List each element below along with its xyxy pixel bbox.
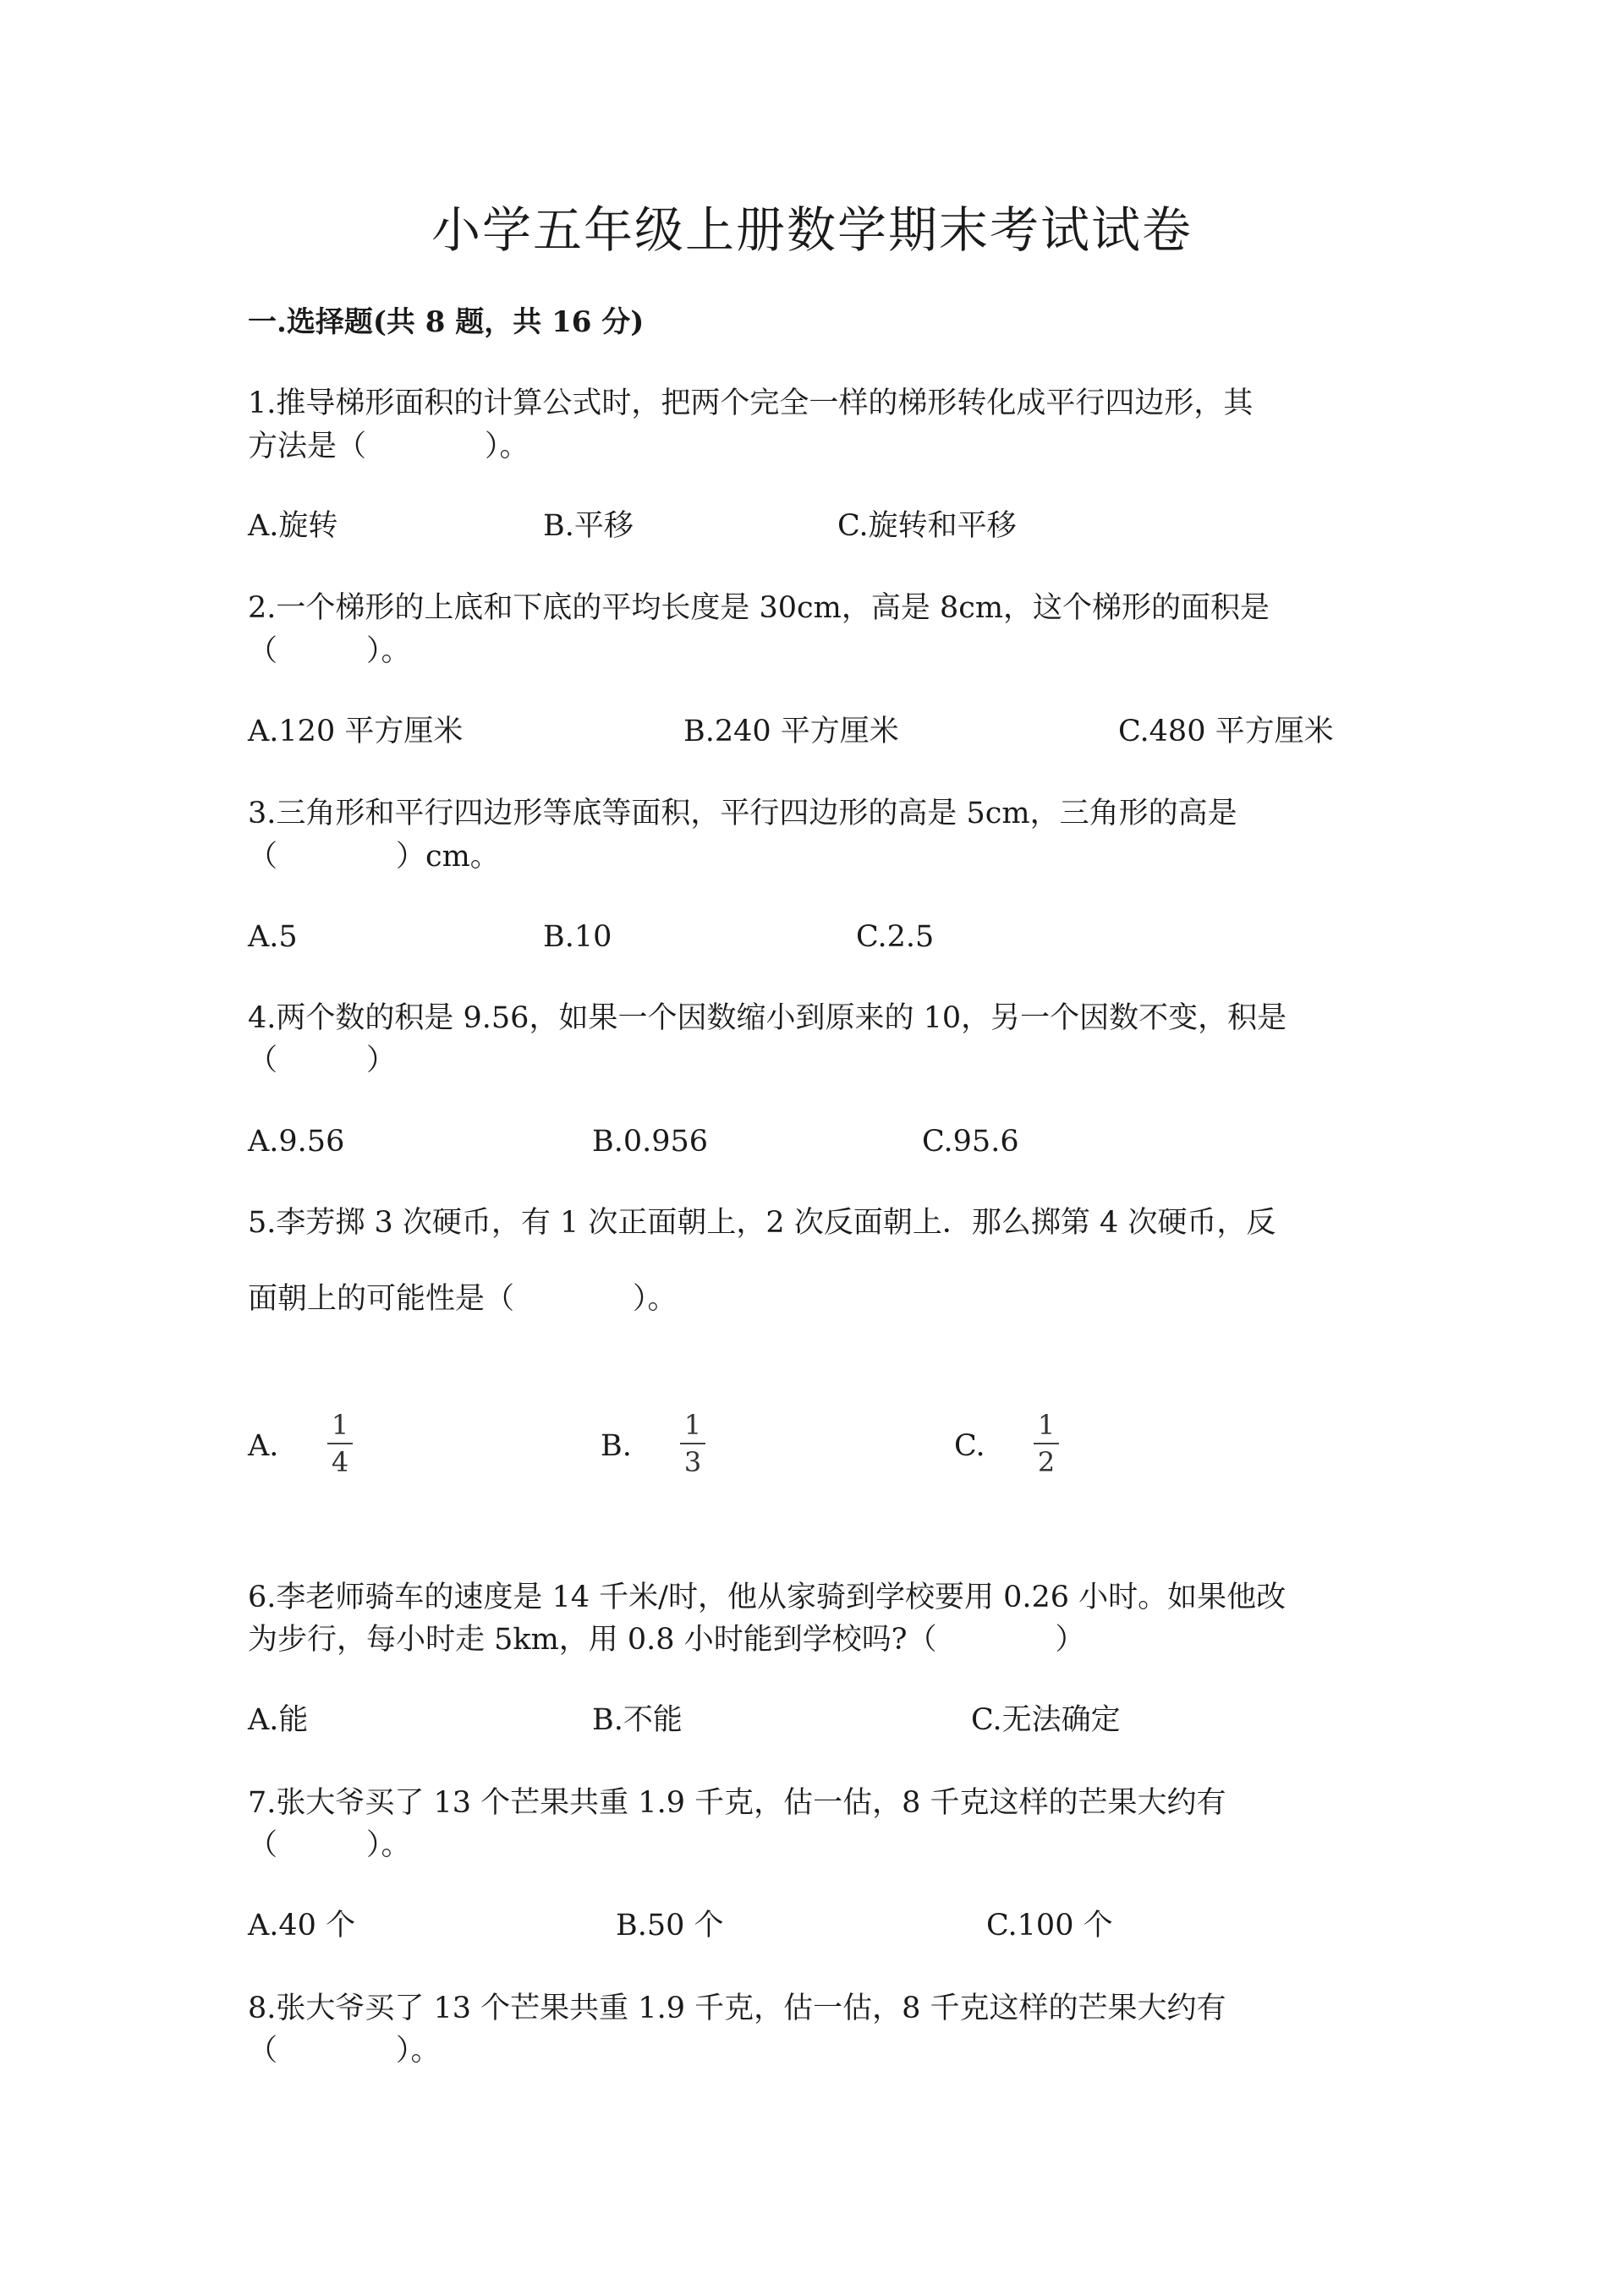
question-7-option-a[interactable]: A.40 个 [248, 1909, 356, 1943]
question-5-option-c[interactable] [954, 1408, 1073, 1484]
question-4-line-1: 4.两个数的积是 9.56，如果一个因数缩小到原来的 10，另一个因数不变，积是 [248, 1001, 1287, 1035]
question-2-line-2: （ ）。 [248, 634, 411, 668]
fraction-bar [1034, 1443, 1059, 1444]
fraction-denominator: 2 [1037, 1446, 1056, 1478]
question-3-line-2: （ ）cm。 [248, 840, 500, 874]
question-4-line-2: （ ） [248, 1044, 397, 1077]
question-7-option-b[interactable]: B.50 个 [616, 1909, 724, 1943]
fraction-bar [327, 1443, 353, 1444]
question-5-option-a[interactable] [248, 1408, 366, 1484]
question-2-option-c[interactable]: C.480 平方厘米 [1118, 715, 1334, 748]
question-4-option-c[interactable]: C.95.6 [922, 1125, 1019, 1159]
question-7-line-1: 7.张大爷买了 13 个芒果共重 1.9 千克，估一估，8 千克这样的芒果大约有 [248, 1786, 1226, 1820]
fraction [326, 1408, 354, 1479]
question-3-option-b[interactable]: B.10 [543, 920, 612, 954]
question-1-option-b[interactable]: B.平移 [543, 509, 634, 543]
question-1-option-c[interactable]: C.旋转和平移 [837, 509, 1017, 543]
fraction-denominator: 3 [683, 1446, 702, 1478]
question-2-option-b[interactable]: B.240 平方厘米 [683, 715, 899, 748]
question-5-line-2: 面朝上的可能性是（ ）。 [248, 1282, 678, 1316]
fraction [678, 1408, 707, 1479]
question-4-option-a[interactable]: A.9.56 [248, 1125, 345, 1159]
question-5-option-b[interactable] [601, 1408, 719, 1484]
question-1-line-2: 方法是（ ）。 [248, 430, 529, 463]
question-5-line-1: 5.李芳掷 3 次硬币，有 1 次正面朝上，2 次反面朝上．那么掷第 4 次硬币，反 [248, 1206, 1276, 1240]
question-8-line-1: 8.张大爷买了 13 个芒果共重 1.9 千克，估一估，8 千克这样的芒果大约有 [248, 1992, 1226, 2025]
fraction [1032, 1408, 1061, 1479]
question-1-option-a[interactable]: A.旋转 [248, 509, 338, 543]
question-7-option-c[interactable]: C.100 个 [986, 1909, 1113, 1943]
fraction-bar [680, 1443, 705, 1444]
fraction-numerator: 1 [683, 1409, 702, 1441]
question-8-line-2: （ ）。 [248, 2034, 441, 2068]
question-2-line-1: 2.一个梯形的上底和下底的平均长度是 30cm，高是 8cm，这个梯形的面积是 [248, 591, 1270, 625]
option-letter: A. [248, 1429, 279, 1463]
question-2-option-a[interactable]: A.120 平方厘米 [248, 715, 464, 748]
question-6-line-1: 6.李老师骑车的速度是 14 千米/时，他从家骑到学校要用 0.26 小时。如果他改 [248, 1581, 1287, 1614]
question-7-line-2: （ ）。 [248, 1828, 411, 1862]
fraction-numerator: 1 [1037, 1409, 1056, 1441]
question-6-option-c[interactable]: C.无法确定 [971, 1703, 1121, 1737]
option-letter: C. [954, 1429, 985, 1463]
question-6-option-a[interactable]: A.能 [248, 1703, 309, 1737]
question-3-option-c[interactable]: C.2.5 [856, 920, 935, 954]
question-1-line-1: 1.推导梯形面积的计算公式时，把两个完全一样的梯形转化成平行四边形，其 [248, 386, 1254, 420]
fraction-numerator: 1 [331, 1409, 349, 1441]
page-title: 小学五年级上册数学期末考试试卷 [431, 201, 1193, 259]
question-6-option-b[interactable]: B.不能 [592, 1703, 683, 1737]
option-letter: B. [601, 1429, 632, 1463]
question-6-line-2: 为步行，每小时走 5km，用 0.8 小时能到学校吗?（ ） [248, 1623, 1085, 1657]
section-heading: 一.选择题(共 8 题，共 16 分) [248, 305, 645, 339]
question-4-option-b[interactable]: B.0.956 [592, 1125, 709, 1159]
question-3-option-a[interactable]: A.5 [248, 920, 298, 954]
fraction-denominator: 4 [331, 1446, 349, 1478]
question-3-line-1: 3.三角形和平行四边形等底等面积，平行四边形的高是 5cm，三角形的高是 [248, 797, 1237, 830]
